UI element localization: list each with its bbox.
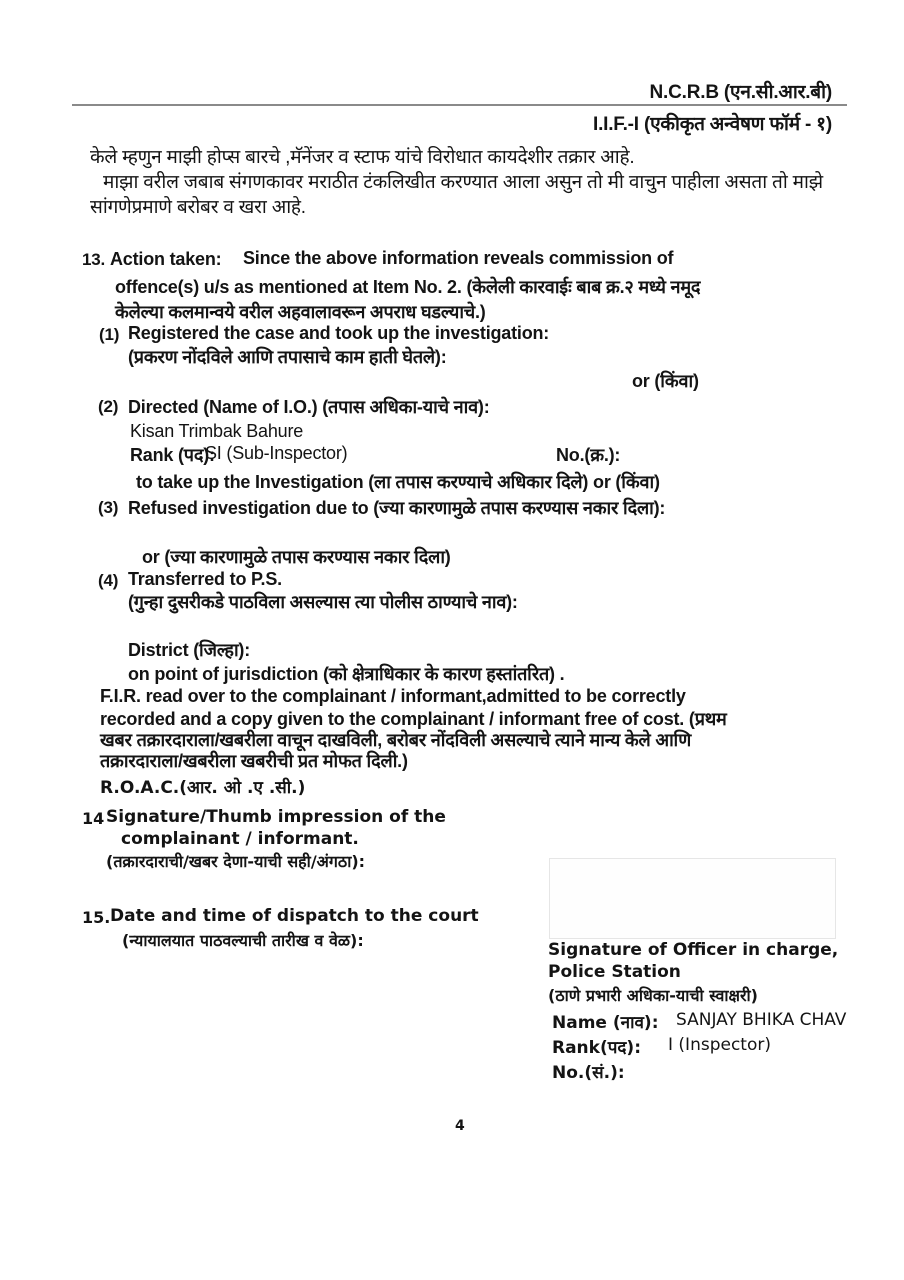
statement-line-2: माझा वरील जबाब संगणकावर मराठीत टंकलिखीत करण्यात आला असुन तो मी वाचुन पाहीला असता तो माझे — [103, 172, 823, 193]
item13-text-line-2: offence(s) u/s as mentioned at Item No. 2. (केलेली कारवाईः बाब क्र.२ मध्ये नमूद — [115, 277, 701, 297]
item13-text-line-3: केलेल्या कलमान्वये वरील अहवालावरून अपराध घडल्याचे.) — [115, 302, 486, 322]
officer-title-line-2: Police Station — [548, 962, 681, 982]
item13-sub2-number: (2) — [98, 397, 119, 416]
officer-name-value: SANJAY BHIKA CHAV — [676, 1010, 847, 1030]
officer-rank-value: I (Inspector) — [668, 1035, 771, 1055]
item13-sub2-title: Directed (Name of I.O.) (तपास अधिका-याचे नाव): — [128, 397, 490, 417]
page-number: 4 — [455, 1118, 465, 1134]
io-rank-value: SI (Sub-Inspector) — [205, 443, 348, 463]
item14-line-1: Signature/Thumb impression of the — [106, 807, 446, 827]
item13-sub2-line: to take up the Investigation (ला तपास करण्याचे अधिकार दिले) or (किंवा) — [136, 472, 660, 492]
item14-number: 14 — [82, 809, 105, 828]
item13-sub1-subtitle: (प्रकरण नोंदविले आणि तपासाचे काम हाती घेतले): — [128, 347, 447, 367]
item13-sub1-or: or (किंवा) — [632, 371, 699, 391]
item13-sub4-title: Transferred to P.S. — [128, 569, 282, 589]
header-divider — [72, 104, 847, 106]
io-name-value: Kisan Trimbak Bahure — [130, 421, 304, 441]
item13-sub3-title: Refused investigation due to (ज्या कारणामुळे तपास करण्यास नकार दिला): — [128, 498, 666, 518]
fir-readover-line-3: खबर तक्रारदाराला/खबरीला वाचून दाखविली, बरोबर नोंदविली असल्याचे त्याने मान्य केले आणि — [100, 730, 692, 750]
officer-title-line-3: (ठाणे प्रभारी अधिका-याची स्वाक्षरी) — [548, 986, 758, 1005]
district-label: District (जिल्हा): — [128, 640, 250, 660]
item13-sub4-subtitle: (गुन्हा दुसरीकडे पाठविला असल्यास त्या पोलीस ठाण्याचे नाव): — [128, 592, 518, 612]
item15-line-1: Date and time of dispatch to the court — [110, 906, 479, 926]
item14-line-2: complainant / informant. — [121, 829, 359, 849]
item13-label: Action taken: — [110, 249, 222, 269]
officer-rank-label: Rank(पद): — [552, 1038, 641, 1058]
form-title: I.I.F.-I (एकीकृत अन्वेषण फॉर्म - १) — [592, 114, 832, 135]
item15-line-2: (न्यायालयात पाठवल्याची तारीख व वेळ): — [122, 931, 364, 950]
roac-line: R.O.A.C.(आर. ओ .ए .सी.) — [100, 778, 306, 798]
item13-sub1-number: (1) — [99, 325, 120, 344]
item13-sub4-number: (4) — [98, 571, 119, 590]
fir-readover-line-1: F.I.R. read over to the complainant / informant,admitted to be correctly — [100, 686, 686, 706]
item15-number: 15. — [82, 908, 111, 927]
officer-title-line-1: Signature of Officer in charge, — [548, 940, 839, 960]
item13-sub3-or: or (ज्या कारणामुळे तपास करण्यास नकार दिला) — [142, 547, 451, 567]
item13-number: 13. — [82, 250, 106, 269]
statement-line-3: सांगणेप्रमाणे बरोबर व खरा आहे. — [90, 197, 306, 218]
statement-line-1: केले म्हणुन माझी होप्स बारचे ,मॅनेंजर व स्टाफ यांचे विरोधात कायदेशीर तक्रार आहे. — [90, 147, 635, 168]
io-rank-label: Rank (पद): — [130, 445, 215, 465]
fir-readover-line-4: तक्रारदाराला/खबरीला खबरीची प्रत मोफत दिली.) — [100, 751, 408, 771]
item13-text-line-1: Since the above information reveals commission of — [243, 248, 674, 268]
ncrb-header: N.C.R.B (एन.सी.आर.बी) — [649, 82, 832, 103]
officer-signature-box — [549, 858, 836, 939]
item13-sub1-title: Registered the case and took up the investigation: — [128, 323, 550, 343]
item13-sub3-number: (3) — [98, 498, 119, 517]
officer-no-label: No.(सं.): — [552, 1063, 625, 1083]
item14-line-3: (तक्रारदाराची/खबर देणा-याची सही/अंगठा): — [106, 852, 366, 871]
officer-name-label: Name (नाव): — [552, 1013, 659, 1033]
jurisdiction-line: on point of jurisdiction (को क्षेत्राधिकार के कारण हस्तांतरित) . — [128, 664, 565, 684]
io-no-label: No.(क्र.): — [556, 445, 621, 465]
fir-readover-line-2: recorded and a copy given to the complainant / informant free of cost. (प्रथम — [100, 709, 727, 729]
